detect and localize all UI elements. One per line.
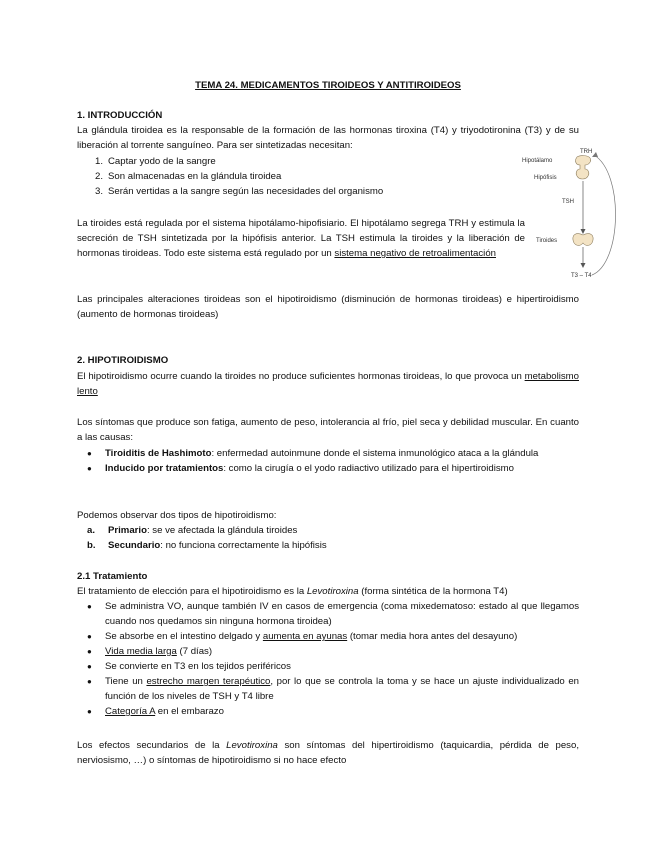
bullet-icon: ● xyxy=(87,707,92,716)
alterations-paragraph: Las principales alteraciones tiroideas son el hipotiroidismo (disminución de hormonas tiroideas) e hipertiroidismo (aumento de hormonas tiroideas) xyxy=(77,294,579,320)
bullet-icon: ● xyxy=(87,632,92,641)
t3t4-label: T3 – T4 xyxy=(571,273,592,279)
causes-list xyxy=(77,446,579,476)
feedback-term: sistema negativo de retroalimentación xyxy=(334,248,496,259)
bullet-icon: ● xyxy=(87,449,92,458)
list-item: b. Secundario: no funciona correctamente la hipófisis xyxy=(87,540,327,551)
pituitary-icon xyxy=(576,156,591,179)
slow-metabolism-term: metabolismo lento xyxy=(77,371,579,397)
list-item: ● Vida media larga (7 días) xyxy=(87,646,213,657)
list-item: ● Categoría A en el embarazo xyxy=(87,706,224,717)
list-item: 2. Son almacenadas en la glándula tiroidea xyxy=(94,171,282,182)
list-item: ● Se convierte en T3 en los tejidos periféricos xyxy=(87,661,291,672)
bullet-icon: ● xyxy=(87,464,92,473)
tiroides-label: Tiroides xyxy=(536,238,558,244)
arrow-head-icon xyxy=(581,263,586,268)
arrow-head-icon xyxy=(581,229,586,234)
list-item: a. Primario: se ve afectada la glándula tiroides xyxy=(87,525,298,536)
list-item: 1. Captar yodo de la sangre xyxy=(94,156,216,167)
list-item: ● Tiroiditis de Hashimoto: enfermedad autoinmune donde el sistema inmunológico ataca a la glándula xyxy=(87,448,539,459)
trh-label: TRH xyxy=(580,149,593,155)
list-item: ● Se absorbe en el intestino delgado y aumenta en ayunas (tomar media hora antes del desayuno) xyxy=(87,631,518,642)
types-list xyxy=(85,523,327,553)
regulation-paragraph: La tiroides está regulada por el sistema hipotálamo-hipofisiario. El hipotálamo segrega TRH y estimula la secreción de TSH sintetizada por la hipófisis anterior. La TSH estimula la tiroides y la liberación de hormonas tiroideas. Todo este sistema está regulado por un sistema negativo de retroalimentación xyxy=(77,218,525,259)
arrow-head-icon xyxy=(592,152,598,157)
intro-paragraph: La glándula tiroidea es la responsable de la formación de las hormonas tiroxina (T4) y triyodotironina (T3) y de su liberación al torrente sanguíneo. Para ser sintetizadas necesitan: xyxy=(77,125,579,151)
list-item: ● Se administra VO, aunque también IV en casos de emergencia (coma mixedematoso: estado al que llegamos cuando nos quedamos sin ninguna hormona tiroidea) xyxy=(87,601,579,627)
section-heading-hipotiroidismo: 2. HIPOTIROIDISMO xyxy=(77,355,169,366)
bullet-icon: ● xyxy=(87,602,92,611)
hipotalamo-label: Hipotálamo xyxy=(522,158,553,164)
symptoms-paragraph: Los síntomas que produce son fatiga, aumento de peso, intolerancia al frío, piel seca y debilidad muscular. En cuanto a las causas: xyxy=(77,417,579,443)
list-item: ● Inducido por tratamientos: como la cirugía o el yodo radiactivo utilizado para el hipertiroidismo xyxy=(87,463,514,474)
types-intro: Podemos observar dos tipos de hipotiroidismo: xyxy=(77,510,277,521)
section-heading-introduccion: 1. INTRODUCCIÓN xyxy=(77,110,163,121)
tsh-label: TSH xyxy=(562,199,574,205)
treatment-intro: El tratamiento de elección para el hipotiroidismo es la Levotiroxina (forma sintética de la hormona T4) xyxy=(77,586,508,597)
list-item: 3. Serán vertidas a la sangre según las necesidades del organismo xyxy=(94,186,384,197)
thyroid-axis-diagram xyxy=(522,143,632,283)
thyroid-icon xyxy=(573,234,593,246)
bullet-icon: ● xyxy=(87,677,92,686)
bullet-icon: ● xyxy=(87,647,92,656)
document-title: TEMA 24. MEDICAMENTOS TIROIDEOS Y ANTITIROIDEOS xyxy=(195,80,461,91)
section-heading-tratamiento: 2.1 Tratamiento xyxy=(77,571,148,582)
treatment-list xyxy=(77,599,579,719)
feedback-loop-arrow xyxy=(592,155,616,275)
bullet-icon: ● xyxy=(87,662,92,671)
hypothyroidism-paragraph: El hipotiroidismo ocurre cuando la tiroides no produce suficientes hormonas tiroideas, lo que provoca un metabolismo lento xyxy=(77,371,579,397)
synthesis-steps-list xyxy=(85,154,383,199)
list-item: ● Tiene un estrecho margen terapéutico, por lo que se controla la toma y se hace un ajuste individualizado en función de los niveles de TSH y T4 libre xyxy=(87,676,579,702)
side-effects-paragraph: Los efectos secundarios de la Levotiroxina son síntomas del hipertiroidismo (taquicardia, pérdida de peso, nerviosismo, …) o síntomas de hipotiroidismo si no hace efecto xyxy=(77,740,579,766)
hipofisis-label: Hipófisis xyxy=(534,175,557,181)
